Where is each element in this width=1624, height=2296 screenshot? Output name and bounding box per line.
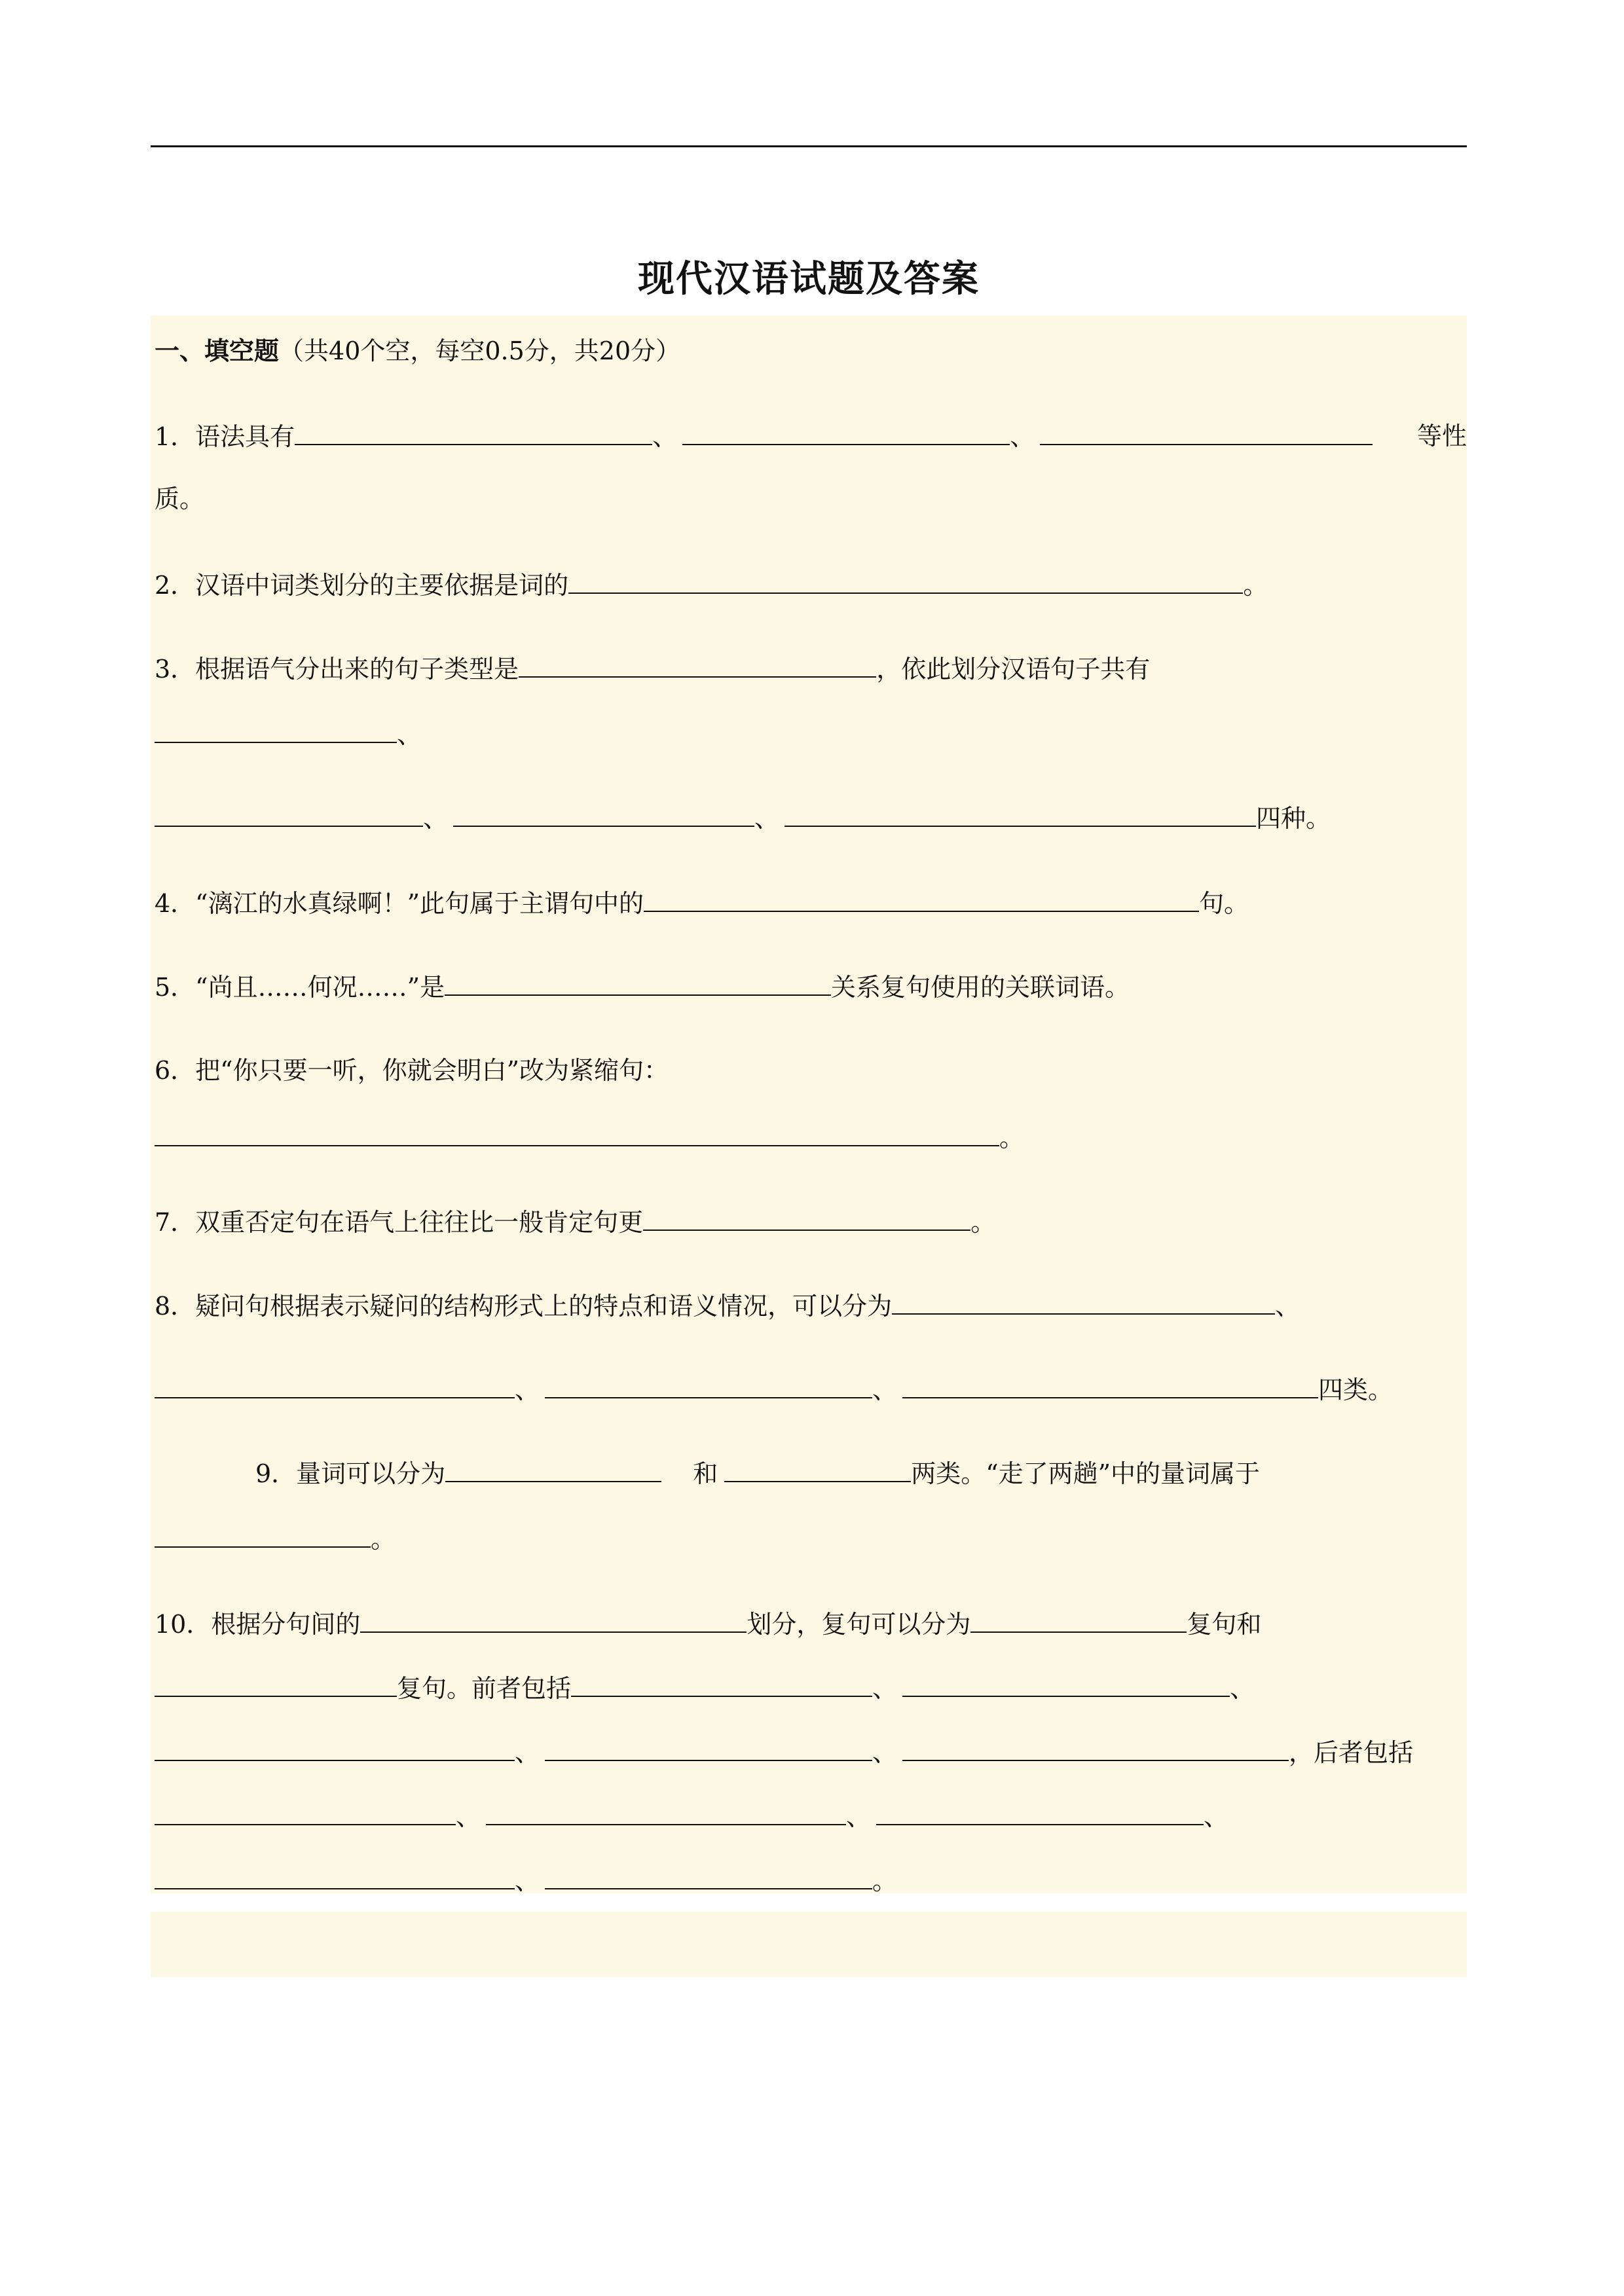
answer-blank[interactable]: [568, 566, 1243, 594]
answer-blank[interactable]: [453, 799, 754, 827]
question-3-end: 四种。: [1256, 804, 1331, 833]
question-5: [155, 968, 1467, 1005]
question-10-mid3: 复句。前者包括: [397, 1674, 572, 1703]
question-1: [155, 418, 1467, 454]
answer-blank[interactable]: [784, 799, 1256, 827]
question-6-prefix: 6．把“你只要一听，你就会明白”改为紧缩句：: [155, 1056, 669, 1085]
question-10-line-5: [155, 1862, 1467, 1899]
answer-blank[interactable]: [295, 418, 652, 445]
answer-blank[interactable]: [643, 1203, 970, 1231]
question-10-line-2: [155, 1669, 1467, 1706]
question-4-prefix: 4．“漓江的水真绿啊！”此句属于主谓句中的: [155, 889, 644, 918]
separator: 、: [872, 1674, 898, 1703]
separator: 、: [846, 1802, 872, 1831]
question-3-line-3: [155, 799, 1467, 836]
answer-blank[interactable]: [644, 884, 1199, 912]
question-3-line-2: [155, 716, 1467, 752]
question-9-prefix: 9．量词可以分为: [255, 1459, 446, 1488]
separator: 、: [515, 1867, 540, 1895]
answer-blank[interactable]: [155, 1862, 515, 1889]
answer-blank[interactable]: [724, 1455, 911, 1482]
question-9-mid: 两类。“走了两趟”中的量词属于: [911, 1459, 1261, 1488]
answer-blank[interactable]: [155, 1798, 456, 1825]
answer-blank[interactable]: [1040, 418, 1373, 445]
question-10-mid2: 复句和: [1187, 1610, 1262, 1639]
answer-blank[interactable]: [155, 1371, 515, 1398]
separator: 、: [1230, 1674, 1255, 1703]
answer-blank[interactable]: [155, 716, 397, 743]
separator: 、: [456, 1802, 481, 1831]
section-title: 一、填空题: [155, 336, 280, 365]
answer-blank[interactable]: [902, 1371, 1318, 1398]
separator: 、: [515, 1738, 540, 1767]
question-1-continued: [155, 481, 1467, 517]
question-8-end: 四类。: [1318, 1376, 1393, 1404]
question-7-prefix: 7．双重否定句在语气上往往比一般肯定句更: [155, 1208, 644, 1237]
answer-blank[interactable]: [155, 1669, 397, 1697]
separator: 、: [652, 422, 678, 451]
question-9-end: 。: [371, 1525, 396, 1554]
question-10-prefix: 10．根据分句间的: [155, 1610, 361, 1639]
answer-blank[interactable]: [682, 418, 1010, 445]
question-9-line-2: [155, 1520, 1467, 1557]
answer-blank[interactable]: [445, 968, 831, 996]
separator: 、: [1275, 1292, 1301, 1321]
answer-blank[interactable]: [902, 1669, 1230, 1697]
answer-blank[interactable]: [545, 1734, 872, 1761]
separator: 、: [515, 1376, 540, 1404]
separator: 、: [423, 804, 449, 833]
separator: 、: [872, 1738, 898, 1767]
answer-blank[interactable]: [155, 1119, 999, 1146]
question-10-mid1: 划分，复句可以分为: [747, 1610, 971, 1639]
answer-blank[interactable]: [902, 1734, 1289, 1761]
question-5-end: 关系复句使用的关联词语。: [831, 973, 1130, 1002]
separator: 、: [754, 804, 780, 833]
question-5-prefix: 5．“尚且……何况……”是: [155, 973, 445, 1002]
question-8-line-2: [155, 1371, 1467, 1408]
question-6-answer-line: [155, 1119, 1467, 1156]
separator: 、: [1010, 422, 1035, 451]
question-10-line-4: [155, 1798, 1467, 1834]
answer-blank[interactable]: [486, 1798, 846, 1825]
question-1-prefix: 1．语法具有: [155, 422, 295, 451]
content-background: [151, 316, 1467, 1893]
question-1-continuation: 质。: [155, 484, 205, 513]
page-title: 现代汉语试题及答案: [638, 257, 980, 301]
answer-blank[interactable]: [519, 650, 876, 678]
question-10-mid4: ，后者包括: [1289, 1738, 1414, 1767]
separator: 、: [1204, 1802, 1229, 1831]
answer-blank[interactable]: [545, 1862, 872, 1889]
header-rule: [151, 145, 1467, 147]
answer-blank[interactable]: [876, 1798, 1204, 1825]
question-3-prefix: 3．根据语气分出来的句子类型是: [155, 655, 519, 683]
answer-blank[interactable]: [571, 1669, 872, 1697]
question-3: [155, 650, 1467, 687]
answer-blank[interactable]: [360, 1605, 747, 1633]
answer-blank[interactable]: [970, 1605, 1187, 1633]
separator: 、: [397, 720, 422, 749]
answer-blank[interactable]: [155, 799, 423, 827]
separator: 、: [872, 1376, 898, 1404]
question-10-line-3: [155, 1734, 1467, 1770]
question-1-suffix: 等性: [1416, 422, 1467, 450]
question-8: [155, 1287, 1467, 1324]
footer-background: [151, 1912, 1467, 1977]
answer-blank[interactable]: [155, 1734, 515, 1761]
question-2-end: 。: [1243, 571, 1268, 600]
question-4-end: 句。: [1199, 889, 1249, 918]
question-9: [255, 1455, 1467, 1491]
conjunction: 和: [693, 1459, 718, 1488]
answer-blank[interactable]: [545, 1371, 872, 1398]
question-7: [155, 1203, 1467, 1240]
section-heading: [155, 333, 1467, 369]
question-2: [155, 566, 1467, 603]
question-3-mid: ，依此划分汉语句子共有: [876, 655, 1151, 683]
question-6-end: 。: [999, 1123, 1025, 1152]
question-8-prefix: 8．疑问句根据表示疑问的结构形式上的特点和语义情况，可以分为: [155, 1292, 893, 1321]
question-10: [155, 1605, 1467, 1642]
question-6: [155, 1052, 1467, 1089]
question-7-end: 。: [970, 1208, 996, 1237]
answer-blank[interactable]: [155, 1520, 371, 1548]
answer-blank[interactable]: [445, 1455, 661, 1482]
section-note: （共40个空，每空0.5分，共20分）: [279, 337, 681, 365]
answer-blank[interactable]: [892, 1287, 1275, 1315]
question-10-end: 。: [872, 1867, 898, 1895]
question-4: [155, 884, 1467, 921]
question-2-prefix: 2．汉语中词类划分的主要依据是词的: [155, 571, 569, 600]
